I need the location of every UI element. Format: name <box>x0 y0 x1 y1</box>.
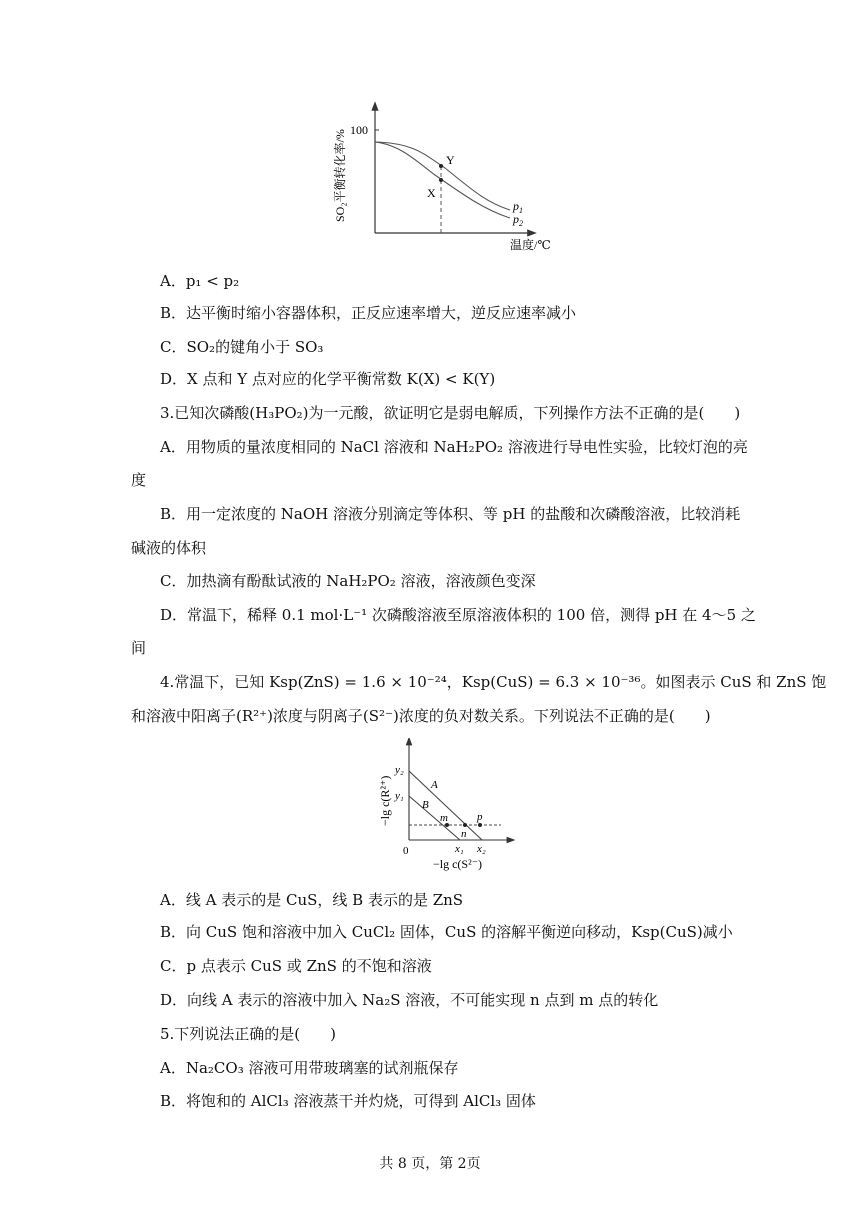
y-tick-label: 100 <box>350 123 368 137</box>
q5-option-a: A．Na₂CO₃ 溶液可用带玻璃塞的试剂瓶保存 <box>160 1059 459 1077</box>
tick-x1: x₁ <box>455 843 464 855</box>
q3-option-a: A．用物质的量浓度相同的 NaCl 溶液和 NaH₂PO₂ 溶液进行导电性实验，比较灯泡的亮 <box>160 438 748 456</box>
tick-y2: y₂ <box>395 764 404 776</box>
point-p-label: p <box>477 811 483 823</box>
q4-option-b: B．向 CuS 饱和溶液中加入 CuCl₂ 固体，CuS 的溶解平衡逆向移动，Ksp(CuS)减小 <box>160 923 733 941</box>
origin-label: 0 <box>403 845 409 857</box>
q5-option-b: B．将饱和的 AlCl₃ 溶液蒸干并灼烧，可得到 AlCl₃ 固体 <box>160 1092 536 1110</box>
page-footer: 共 8 页，第 2页 <box>379 1156 481 1172</box>
q5-stem: 5.下列说法正确的是( ) <box>160 1025 337 1043</box>
q3-option-b: B．用一定浓度的 NaOH 溶液分别滴定等体积、等 pH 的盐酸和次磷酸溶液，比较消耗 <box>160 505 741 523</box>
tick-y1: y₁ <box>395 790 404 802</box>
q2-option-a: A．p₁ < p₂ <box>160 272 240 290</box>
x-axis-label: −lg c(S²⁻) <box>433 857 483 871</box>
q4-option-a: A．线 A 表示的是 CuS，线 B 表示的是 ZnS <box>160 891 464 909</box>
q3-option-a-cont: 度 <box>131 471 147 489</box>
point-p <box>478 823 482 827</box>
line-a-label: A <box>431 779 438 791</box>
q4-option-d: D．向线 A 表示的溶液中加入 Na₂S 溶液，不可能实现 n 点到 m 点的转化 <box>160 991 659 1009</box>
q4-stem-cont: 和溶液中阳离子(R²⁺)浓度与阴离子(S²⁻)浓度的负对数关系。下列说法不正确的是( ) <box>131 707 711 725</box>
point-y-label: Y <box>446 153 455 167</box>
tick-x2: x₂ <box>477 843 486 855</box>
q3-option-b-cont: 碱液的体积 <box>131 539 207 557</box>
q4-option-c: C．p 点表示 CuS 或 ZnS 的不饱和溶液 <box>160 957 432 975</box>
q4-stem: 4.常温下，已知 Ksp(ZnS) = 1.6 × 10⁻²⁴，Ksp(CuS) = 6.3 × 10⁻³⁶。如图表示 CuS 和 ZnS 饱 <box>160 673 827 691</box>
q2-option-d: D．X 点和 Y 点对应的化学平衡常数 K(X) < K(Y) <box>160 370 496 388</box>
q2-option-b: B．达平衡时缩小容器体积，正反应速率增大，逆反应速率减小 <box>160 304 577 322</box>
curve-p1 <box>375 142 510 210</box>
point-y <box>439 164 443 168</box>
line-b-label: B <box>422 799 429 811</box>
line-b <box>409 796 460 840</box>
y-axis-label: −lg c(R²⁺) <box>378 775 392 826</box>
q2-option-c: C．SO₂的键角小于 SO₃ <box>160 338 324 356</box>
curve-p1-label: $p_1$ <box>513 199 523 215</box>
point-m-label: m <box>440 812 448 824</box>
q3-option-d: D．常温下，稀释 0.1 mol·L⁻¹ 次磷酸溶液至原溶液体积的 100 倍，测得 pH 在 4～5 之 <box>160 606 756 624</box>
point-x-label: X <box>427 186 436 200</box>
q3-stem: 3.已知次磷酸(H₃PO₂)为一元酸，欲证明它是弱电解质，下列操作方法不正确的是( ) <box>160 404 741 422</box>
x-axis-label: 温度/℃ <box>510 238 551 252</box>
y-axis-label: SO₂平衡转化率/% <box>333 129 347 222</box>
figure-so2-conversion <box>330 100 570 255</box>
point-x <box>439 178 443 182</box>
curve-p2-label: $p_2$ <box>513 212 523 228</box>
figure-ksp-lines <box>375 738 525 878</box>
point-n-label: n <box>461 828 467 840</box>
point-n <box>463 823 467 827</box>
q3-option-c: C．加热滴有酚酞试液的 NaH₂PO₂ 溶液，溶液颜色变深 <box>160 572 536 590</box>
q3-option-d-cont: 间 <box>131 639 147 657</box>
